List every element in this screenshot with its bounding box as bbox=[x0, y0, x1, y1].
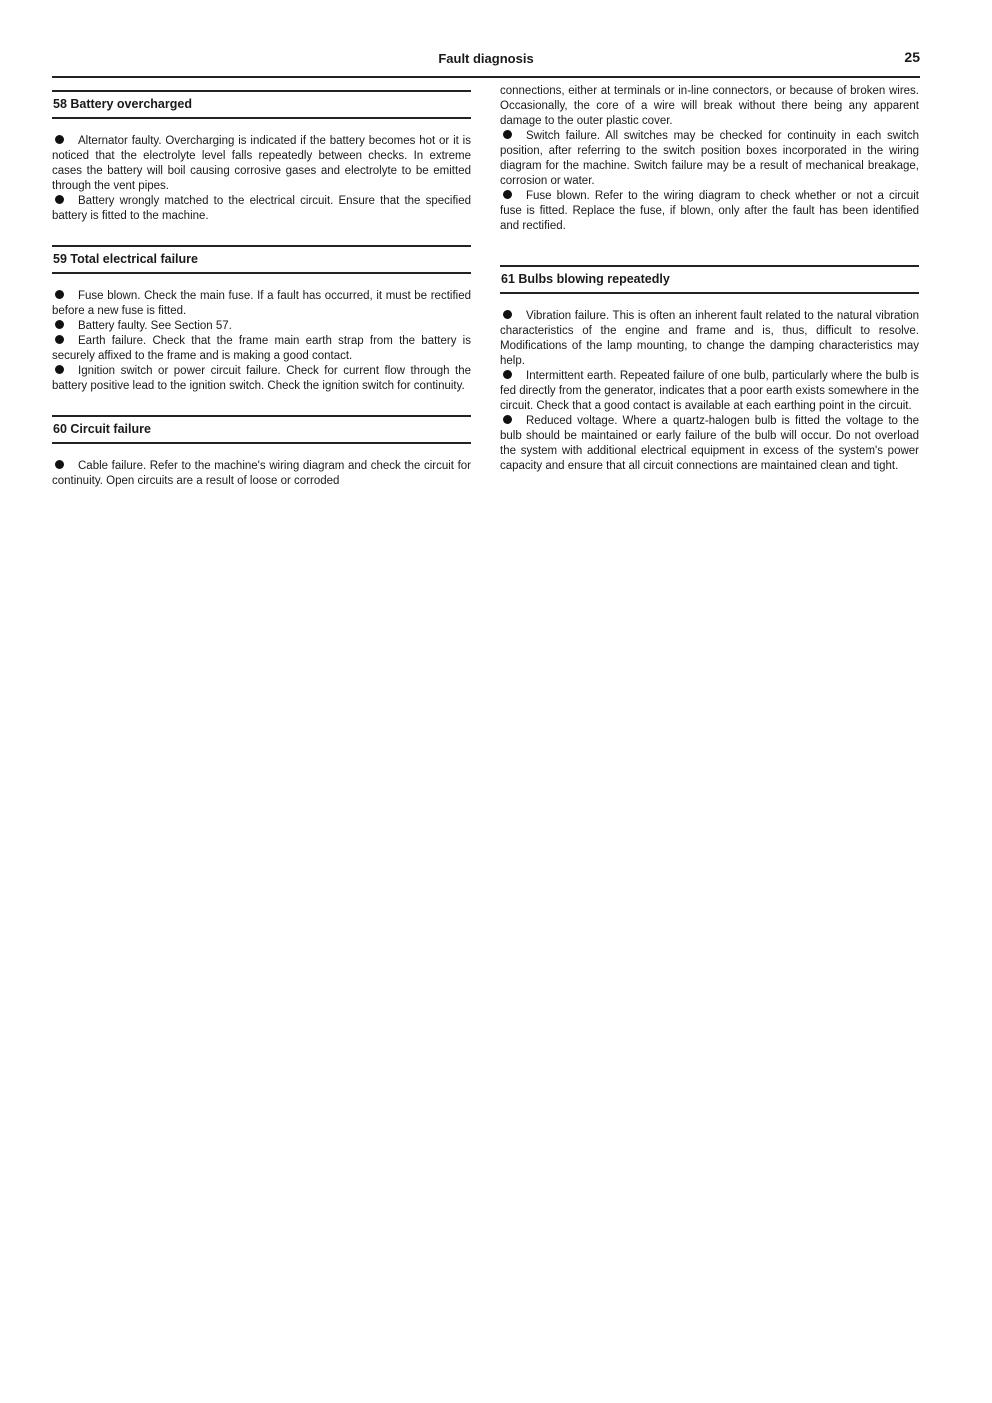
list-item bbox=[500, 129, 919, 189]
bullet-icon bbox=[503, 370, 512, 379]
section-heading: 59 Total electrical failure bbox=[52, 245, 471, 274]
running-title: Fault diagnosis bbox=[438, 51, 534, 66]
page-number: 25 bbox=[904, 49, 920, 65]
list-item bbox=[500, 309, 919, 369]
list-item bbox=[52, 194, 471, 224]
left-column bbox=[52, 84, 471, 489]
list-item bbox=[52, 459, 471, 489]
list-item bbox=[52, 134, 471, 194]
right-column bbox=[500, 84, 919, 474]
list-item-text: Fuse blown. Refer to the wiring diagram to check whether or not a circuit fuse is fitted. Replace the fuse, if blown, only after the fault has been identified and rectified. bbox=[500, 190, 919, 232]
bullet-icon bbox=[503, 415, 512, 424]
bullet-icon bbox=[55, 135, 64, 144]
bullet-icon bbox=[55, 335, 64, 344]
list-item bbox=[500, 369, 919, 414]
list-item-text: Fuse blown. Check the main fuse. If a fault has occurred, it must be rectified before a new fuse is fitted. bbox=[52, 290, 471, 317]
bullet-icon bbox=[55, 460, 64, 469]
section-heading: 60 Circuit failure bbox=[52, 415, 471, 444]
list-item bbox=[52, 364, 471, 394]
bullet-icon bbox=[55, 320, 64, 329]
bullet-icon bbox=[503, 190, 512, 199]
list-item-text: Ignition switch or power circuit failure. Check for current flow through the battery positive lead to the ignition switch. Check the ignition switch for continuity. bbox=[52, 365, 471, 392]
list-item bbox=[52, 289, 471, 319]
list-item-text: Battery faulty. See Section 57. bbox=[78, 320, 232, 332]
list-item-text: Earth failure. Check that the frame main earth strap from the battery is securely affixed to the frame and is making a good contact. bbox=[52, 335, 471, 362]
bullet-icon bbox=[503, 310, 512, 319]
list-item-text: Alternator faulty. Overcharging is indicated if the battery becomes hot or it is noticed that the electrolyte level falls repeatedly between checks. In extreme cases the battery will boil causing corrosive gases and electrolyte to be emitted through the vent pipes. bbox=[52, 135, 471, 192]
page-header bbox=[52, 48, 920, 78]
bullet-icon bbox=[55, 365, 64, 374]
list-item-text: Cable failure. Refer to the machine's wiring diagram and check the circuit for continuity. Open circuits are a result of loose or corroded bbox=[52, 460, 471, 487]
section-60 bbox=[52, 415, 471, 489]
list-item bbox=[500, 189, 919, 234]
list-item-text: Battery wrongly matched to the electrical circuit. Ensure that the specified battery is fitted to the machine. bbox=[52, 195, 471, 222]
section-59 bbox=[52, 245, 471, 394]
list-item bbox=[52, 319, 471, 334]
section-heading: 58 Battery overcharged bbox=[52, 90, 471, 119]
list-item bbox=[500, 414, 919, 474]
list-item bbox=[52, 334, 471, 364]
bullet-icon bbox=[503, 130, 512, 139]
section-61 bbox=[500, 265, 919, 474]
list-item-text: Reduced voltage. Where a quartz-halogen bulb is fitted the voltage to the bulb should be maintained or early failure of the bulb will occur. Do not overload the system with additional electrical equipment in excess of the system's power capacity and ensure that all circuit connections are maintained clean and tight. bbox=[500, 415, 919, 472]
bullet-icon bbox=[55, 290, 64, 299]
section-58 bbox=[52, 90, 471, 224]
list-item-text: Switch failure. All switches may be checked for continuity in each switch position, after referring to the switch position boxes incorporated in the wiring diagram for the machine. Switch failure may be a result of mechanical breakage, corrosion or water. bbox=[500, 130, 919, 187]
list-item-text: Intermittent earth. Repeated failure of one bulb, particularly where the bulb is fed directly from the generator, indicates that a poor earth exists somewhere in the circuit. Check that a good contact is available at each earthing point in the circuit. bbox=[500, 370, 919, 412]
continuation-text: connections, either at terminals or in-line connectors, or because of broken wires. Occasionally, the core of a wire will break without there being any apparent damage to the outer plastic cover. bbox=[500, 85, 919, 127]
bullet-icon bbox=[55, 195, 64, 204]
list-item-text: Vibration failure. This is often an inherent fault related to the natural vibration characteristics of the engine and frame and is, thus, difficult to resolve. Modifications of the lamp mounting, to change the damping characteristics may help. bbox=[500, 310, 919, 367]
section-heading: 61 Bulbs blowing repeatedly bbox=[500, 265, 919, 294]
